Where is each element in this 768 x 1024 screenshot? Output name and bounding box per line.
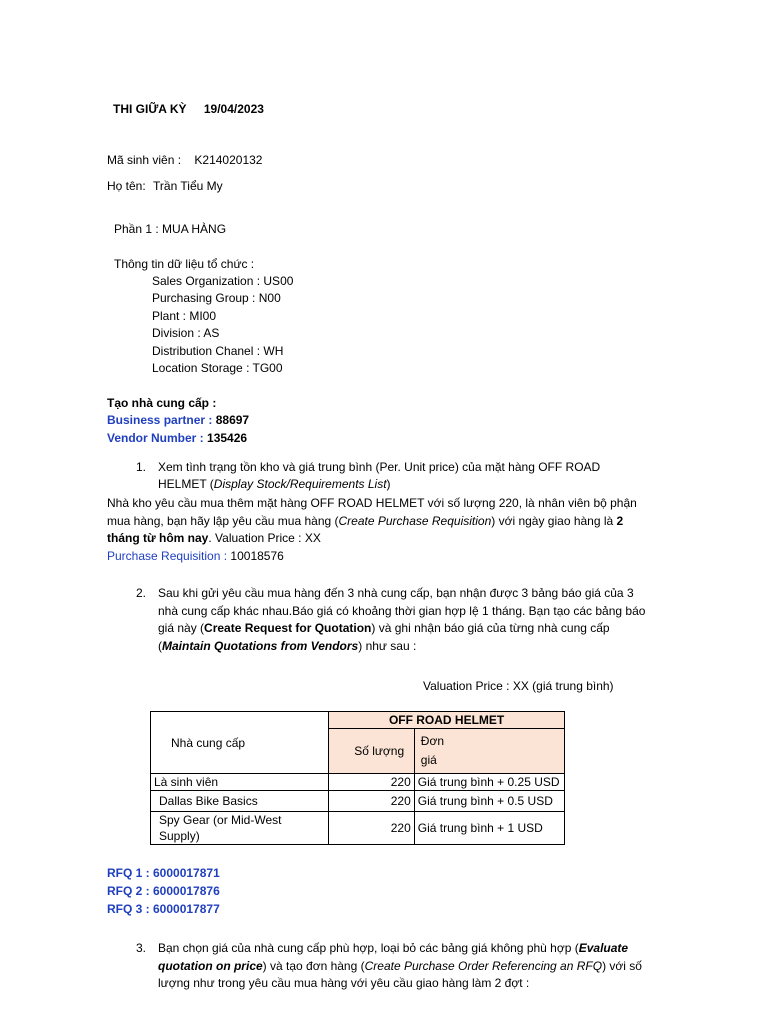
vendor-number-line (107, 430, 247, 446)
item1-line2-transaction: Display Stock/Requirements List (213, 477, 387, 491)
item2-number: 2. (136, 586, 147, 600)
org-line-distribution: Distribution Chanel : WH (152, 344, 284, 358)
item1-para-transaction: Create Purchase Requisition (338, 513, 492, 528)
exam-title (113, 101, 264, 117)
item3-para-text-a: Bạn chọn giá của nhà cung cấp phù hợp, loại bỏ các bảng giá không phù hợp ( (158, 941, 579, 955)
student-name-label: Họ tên: (107, 179, 146, 193)
qty-cell: 220 (329, 791, 415, 812)
item3-para-po: Create Purchase Order Referencing an RFQ (364, 958, 603, 973)
vendor-cell: Dallas Bike Basics (151, 791, 329, 812)
part1-title: Phần 1 : MUA HÀNG (114, 222, 227, 236)
item3-para-text-e: ) với số lượng như trong yêu cầu mua hàng với yêu cầu giao hàng làm 2 đợt : (158, 958, 642, 990)
purchase-requisition-line (107, 548, 284, 564)
student-id-label: Mã sinh viên : (107, 153, 182, 167)
qty-cell: 220 (329, 774, 415, 791)
item1-line2-prefix: HELMET ( (158, 477, 214, 491)
org-line-purchasing: Purchasing Group : N00 (152, 291, 281, 305)
valuation-price-note: Valuation Price : XX (giá trung bình) (423, 679, 614, 693)
org-line-plant: Plant : MI00 (152, 309, 217, 323)
item1-para-text-e: . Valuation Price : XX (208, 531, 321, 545)
item1-para-text-a: Nhà kho yêu cầu mua thêm mặt hàng OFF ROAD HELMET với số lượng 220, là nhân viên bộ phận mua hàng, bạn hãy lập yêu cầu mua hàng ( (107, 496, 637, 528)
qty-header-cell: Số lượng (329, 729, 415, 774)
business-partner-label: Business partner : (107, 413, 213, 427)
business-partner-line (107, 412, 249, 428)
org-line-division: Division : AS (152, 326, 220, 340)
vendor-number-value: 135426 (207, 431, 248, 445)
price-header-cell: Đơn giá (414, 729, 564, 774)
exam-title-text: THI GIỮA KỲ (113, 102, 187, 116)
item2-para-text-e: ) như sau : (358, 638, 417, 653)
purchase-requisition-label: Purchase Requisition : (107, 549, 228, 563)
item1-para-text-c: ) với ngày giao hàng là (491, 513, 617, 528)
vendor-heading: Tạo nhà cung cấp : (107, 396, 217, 410)
item1-number: 1. (136, 460, 147, 474)
vendor-cell: Là sinh viên (151, 774, 329, 791)
rfq-3: RFQ 3 : 6000017877 (107, 902, 220, 916)
student-id-line (107, 152, 262, 168)
rfq-1: RFQ 1 : 6000017871 (107, 866, 220, 880)
item2-para-rfq: Create Request for Quotation (204, 621, 372, 635)
item3-paragraph (158, 940, 653, 993)
student-id-value: K214020132 (194, 153, 263, 167)
item3-para-text-c: ) và tạo đơn hàng ( (262, 958, 365, 973)
item2-para-text-a: Sau khi gửi yêu cầu mua hàng đến 3 nhà cung cấp, bạn nhận được 3 bảng báo giá của 3 nhà cung cấp khác nhau.Báo giá có khoảng thời gian hợp lệ 1 tháng. Bạn tạo các bảng báo giá này ( (158, 586, 646, 635)
item1-paragraph (107, 495, 652, 548)
item1-para-deadline: 2 tháng từ hôm nay (107, 513, 624, 545)
price-cell: Giá trung bình + 0.25 USD (414, 774, 564, 791)
quotation-table (150, 711, 565, 845)
org-line-location: Location Storage : TG00 (152, 361, 283, 375)
item1-line2 (158, 476, 391, 492)
item3-para-evaluate: Evaluate quotation on price (158, 941, 629, 973)
table-row (151, 774, 565, 791)
table-row (151, 812, 565, 845)
item2-paragraph (158, 585, 653, 655)
item1-line2-suffix: ) (386, 477, 391, 491)
item2-para-text-c: ) và ghi nhận báo giá của từng nhà cung cấp ( (158, 621, 610, 653)
item1-line1: Xem tình trạng tồn kho và giá trung bình (Per. Unit price) của mặt hàng OFF ROAD (158, 460, 601, 474)
exam-date: 19/04/2023 (203, 102, 264, 116)
table-header-row (151, 712, 565, 729)
table-row (151, 791, 565, 812)
org-line-sales: Sales Organization : US00 (152, 274, 294, 288)
student-name-line (107, 178, 223, 194)
price-cell: Giá trung bình + 1 USD (414, 812, 564, 845)
vendor-cell: Spy Gear (or Mid-West Supply) (151, 812, 329, 845)
price-cell: Giá trung bình + 0.5 USD (414, 791, 564, 812)
student-name-value: Trần Tiểu My (153, 179, 223, 193)
item3-number: 3. (136, 941, 147, 955)
item2-para-maintain: Maintain Quotations from Vendors (162, 638, 359, 653)
product-header-cell: OFF ROAD HELMET (329, 712, 565, 729)
vendor-number-label: Vendor Number : (107, 431, 204, 445)
vendor-header-cell: Nhà cung cấp (151, 712, 329, 774)
business-partner-value: 88697 (215, 413, 250, 427)
rfq-2: RFQ 2 : 6000017876 (107, 884, 220, 898)
qty-cell: 220 (329, 812, 415, 845)
purchase-requisition-value: 10018576 (230, 549, 284, 563)
org-heading: Thông tin dữ liệu tổ chức : (114, 257, 255, 271)
